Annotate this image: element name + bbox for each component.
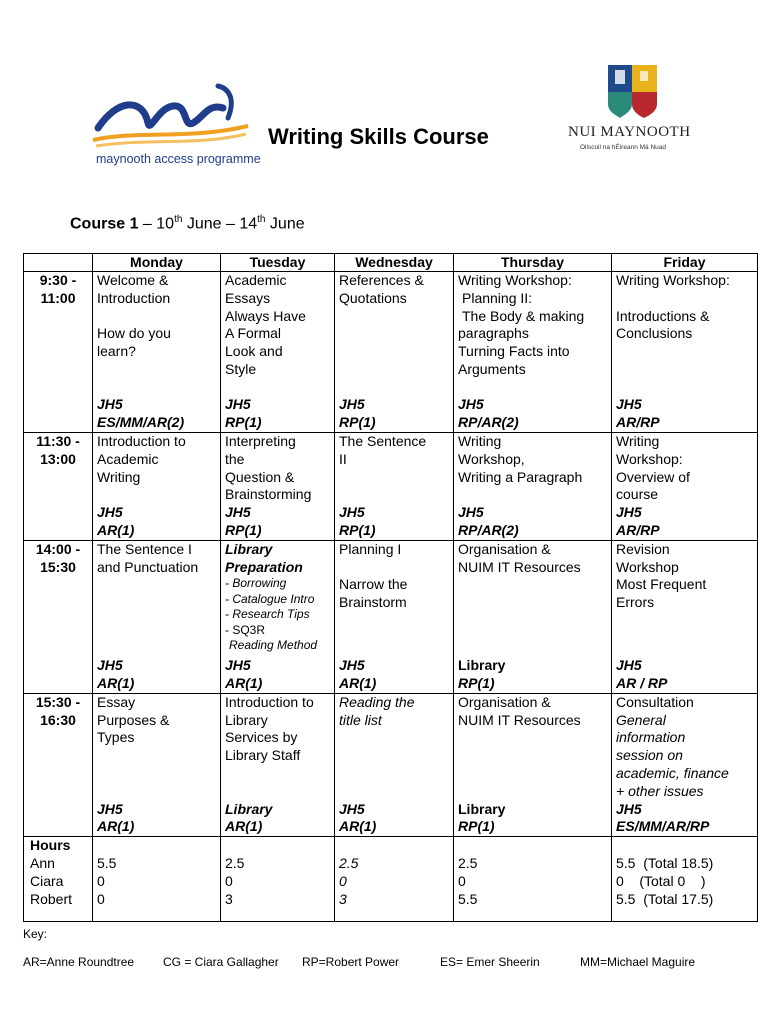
time-cell: 14:00 - 15:30 (24, 540, 93, 693)
table-row (24, 272, 758, 433)
session-cell: Reading the title list JH5 AR(1) (335, 693, 454, 836)
header-friday: Friday (612, 254, 758, 272)
session-cell: References & Quotations JH5 RP(1) (335, 272, 454, 433)
session-cell: Writing Workshop, Writing a Paragraph JH5 RP/AR(2) (454, 433, 612, 541)
header-empty (24, 254, 93, 272)
session-cell: Interpreting the Question & Brainstorming JH5 RP(1) (221, 433, 335, 541)
session-cell: Writing Workshop: Overview of course JH5 AR/RP (612, 433, 758, 541)
key-title: Key: (23, 927, 48, 941)
header-tuesday: Tuesday (221, 254, 335, 272)
key-mm: MM=Michael Maguire (580, 955, 696, 969)
key-rp: RP=Robert Power (302, 955, 400, 969)
session-cell: Writing Workshop: Introductions & Conclusions JH5 AR/RP (612, 272, 758, 433)
session-cell: Introduction to Library Services by Library Staff Library AR(1) (221, 693, 335, 836)
session-cell: Library Preparation - Borrowing - Catalogue Intro - Research Tips - SQ3R Reading Method JH5 AR(1) (221, 540, 335, 693)
session-cell: Revision Workshop Most Frequent Errors JH5 AR / RP (612, 540, 758, 693)
table-row (24, 433, 758, 541)
map-swoosh-icon (88, 78, 258, 158)
session-cell: The Sentence I and Punctuation JH5 AR(1) (93, 540, 221, 693)
session-cell: Introduction to Academic Writing JH5 AR(1) (93, 433, 221, 541)
hours-cell: 2.5 0 3 (335, 837, 454, 922)
maynooth-access-programme-logo (88, 78, 261, 173)
hours-cell: 5.5 (Total 18.5) 0 (Total 0 ) 5.5 (Total 17.5) (612, 837, 758, 922)
table-row (24, 693, 758, 836)
nui-crest-icon (560, 62, 710, 122)
key-cg: CG = Ciara Gallagher (163, 955, 279, 969)
nui-name: NUI MAYNOOTH (568, 124, 691, 140)
session-cell: Planning I Narrow the Brainstorm JH5 AR(1) (335, 540, 454, 693)
session-cell: The Sentence II JH5 RP(1) (335, 433, 454, 541)
table-row (24, 540, 758, 693)
hours-cell: 2.5 0 5.5 (454, 837, 612, 922)
course-heading: Course 1 – 10th June – 14th June (70, 214, 305, 233)
time-cell: 11:30 - 13:00 (24, 433, 93, 541)
session-cell: Welcome & Introduction How do you learn? JH5 ES/MM/AR(2) (93, 272, 221, 433)
session-cell: Consultation General information session on academic, finance + other issues JH5 ES/MM/AR/RP (612, 693, 758, 836)
key-es: ES= Emer Sheerin (440, 955, 540, 969)
session-cell: Writing Workshop: Planning II: The Body & making paragraphs Turning Facts into Arguments JH5 RP/AR(2) (454, 272, 612, 433)
table-header-row (24, 254, 758, 272)
hours-row (24, 837, 758, 922)
hours-cell: 5.5 0 0 (93, 837, 221, 922)
session-cell: Organisation & NUIM IT Resources Library RP(1) (454, 693, 612, 836)
session-cell: Academic Essays Always Have A Formal Look and Style JH5 RP(1) (221, 272, 335, 433)
hours-names-cell: Hours Ann Ciara Robert (24, 837, 93, 922)
header-monday: Monday (93, 254, 221, 272)
nui-maynooth-logo (560, 62, 710, 162)
session-cell: Essay Purposes & Types JH5 AR(1) (93, 693, 221, 836)
nui-subtitle: Ollscoil na hÉireann Má Nuad (580, 144, 666, 151)
schedule-table (23, 253, 758, 922)
key-ar: AR=Anne Roundtree (23, 955, 135, 969)
session-cell: Organisation & NUIM IT Resources Library RP(1) (454, 540, 612, 693)
header-wednesday: Wednesday (335, 254, 454, 272)
hours-cell: 2.5 0 3 (221, 837, 335, 922)
header-thursday: Thursday (454, 254, 612, 272)
time-cell: 15:30 - 16:30 (24, 693, 93, 836)
time-cell: 9:30 - 11:00 (24, 272, 93, 433)
page-title: Writing Skills Course (268, 124, 489, 149)
map-logo-text: maynooth access programme (96, 152, 261, 166)
